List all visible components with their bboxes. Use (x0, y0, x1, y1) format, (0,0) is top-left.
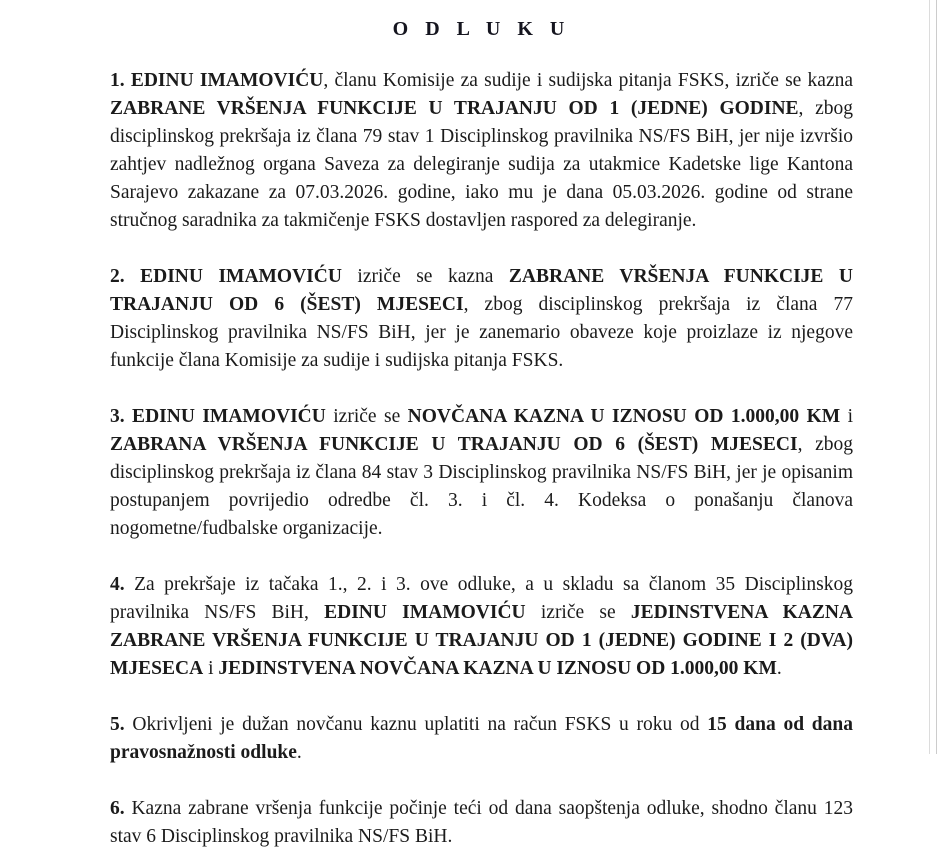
paragraph-3 (110, 403, 853, 543)
text-run-bold: ZABRANA VRŠENJA FUNKCIJE U TRAJANJU OD 6 (ŠEST) MJESECI (110, 434, 798, 455)
text-run-bold: 6. (110, 798, 125, 819)
paragraph-2 (110, 263, 853, 375)
text-run: izriče se (325, 406, 408, 427)
text-run: izriče se kazna (341, 266, 509, 287)
text-run: , članu Komisije za sudije i sudijska pitanja FSKS, izriče se kazna (323, 70, 854, 91)
text-run-bold: EDINU IMAMOVIĆU (324, 602, 526, 623)
text-run: Okrivljeni je dužan novčanu kaznu uplatiti na račun FSKS u roku od (124, 714, 708, 735)
document-body (110, 67, 853, 851)
text-run-bold: ZABRANE VRŠENJA FUNKCIJE U TRAJANJU OD 1 (JEDNE) GODINE (110, 98, 799, 119)
text-run-bold: 5. (110, 714, 125, 735)
paragraph-5 (110, 711, 853, 767)
text-run-bold: 4. (110, 574, 125, 595)
text-run-bold: JEDINSTVENA KAZNA ZABRANE VRŠENJA FUNKCIJE U TRAJANJU OD 1 (JEDNE) GODINE I 2 (DVA) MJESECA (110, 602, 853, 679)
text-run: izriče se (525, 602, 631, 623)
text-run-bold: 1. EDINU IMAMOVIĆU (110, 70, 324, 91)
text-run: Kazna zabrane vršenja funkcije počinje teći od dana saopštenja odluke, shodno članu 123 stav 6 Disciplinskog pravilnika NS/FS BiH. (110, 798, 853, 847)
text-run-bold: NOVČANA KAZNA U IZNOSU OD 1.000,00 KM (407, 406, 841, 427)
text-run: . (296, 742, 302, 763)
document-title: O D L U K U (392, 18, 571, 40)
text-run: , zbog disciplinskog prekršaja iz člana 77 Disciplinskog pravilnika NS/FS BiH, jer je zanemario obaveze koje proizlaze iz njegove funkcije člana Komisije za sudije i sudijska pitanja FSKS. (110, 294, 853, 371)
text-run: Za prekršaje iz tačaka 1., 2. i 3. ove odluke, a u skladu sa članom 35 Disciplinskog pravilnika NS/FS BiH, (110, 574, 853, 623)
paragraph-1 (110, 67, 853, 235)
paragraph-4 (110, 571, 853, 683)
text-run-bold: JEDINSTVENA NOVČANA KAZNA U IZNOSU OD 1.000,00 KM (218, 658, 777, 679)
text-run: i (203, 658, 219, 679)
page-edge-line (929, 0, 930, 754)
text-run-bold: 2. EDINU IMAMOVIĆU (110, 266, 342, 287)
text-run-bold: 3. EDINU IMAMOVIĆU (110, 406, 326, 427)
text-run-bold: 15 dana od dana pravosnažnosti odluke (110, 714, 853, 763)
window-edge-line (936, 0, 937, 754)
paragraph-6 (110, 795, 853, 851)
text-run: , zbog disciplinskog prekršaja iz člana 79 stav 1 Disciplinskog pravilnika NS/FS BiH, jer nije izvršio zahtjev nadležnog organa Saveza za delegiranje sudija za utakmice Kadetske lige Kantona Sarajevo zakazane za 07.03.2026. godine, iako mu je dana 05.03.2026. godine od strane stručnog saradnika za takmičenje FSKS dostavljen raspored za delegiranje. (110, 98, 853, 231)
text-run-bold: ZABRANE VRŠENJA FUNKCIJE U TRAJANJU OD 6 (ŠEST) MJESECI (110, 266, 853, 315)
text-run: i (840, 406, 853, 427)
text-run: . (776, 658, 782, 679)
text-run: , zbog disciplinskog prekršaja iz člana 84 stav 3 Disciplinskog pravilnika NS/FS BiH, jer je opisanim postupanjem povrijedio odredbe čl. 3. i čl. 4. Kodeksa o ponašanju članova nogometne/fudbalske organizacije. (110, 434, 854, 539)
